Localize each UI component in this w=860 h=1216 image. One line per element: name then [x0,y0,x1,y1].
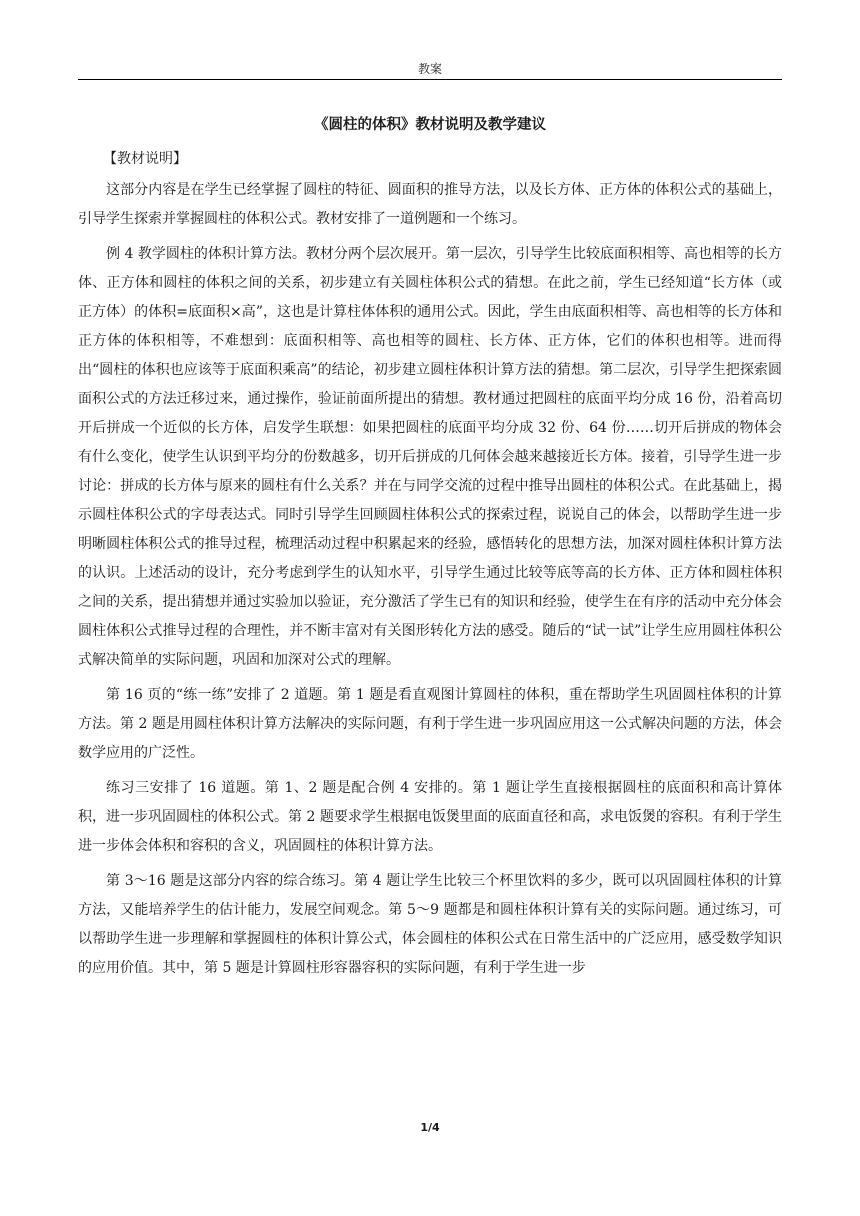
paragraph-4: 练习三安排了 16 道题。第 1、2 题是配合例 4 安排的。第 1 题让学生直接根据圆柱的底面积和高计算体积，进一步巩固圆柱的体积公式。第 2 题要求学生根据电饭煲里面的底面直径和高，求电饭煲的容积。有利于学生进一步体会体积和容积的含义，巩固圆柱的体积计算方法。 [78,780,782,854]
document-body [78,176,782,989]
paragraph-1: 这部分内容是在学生已经掌握了圆柱的特征、圆面积的推导方法，以及长方体、正方体的体积公式的基础上，引导学生探索并掌握圆柱的体积公式。教材安排了一道例题和一个练习。 [78,182,782,227]
document-title: 《圆柱的体积》教材说明及教学建议 [314,117,546,133]
paragraph-5: 第 3～16 题是这部分内容的综合练习。第 4 题让学生比较三个杯里饮料的多少，既可以巩固圆柱体积的计算方法，又能培养学生的估计能力，发展空间观念。第 5～9 题都是和圆柱体积计算有关的实际问题。通过练习，可以帮助学生进一步理解和掌握圆柱的体积计算公式，体会圆柱的体积公式在日常生活中的广泛应用，感受数学知识的应用价值。其中，第 5 题是计算圆柱形容器容积的实际问题，有利于学生进一步 [78,873,782,976]
page-number: 1/4 [420,1121,440,1134]
paragraph-2: 例 4 教学圆柱的体积计算方法。教材分两个层次展开。第一层次，引导学生比较底面积相等、高也相等的长方体、正方体和圆柱的体积之间的关系，初步建立有关圆柱体积公式的猜想。在此之前，学生已经知道“长方体（或正方体）的体积=底面积×高”，这也是计算柱体体积的通用公式。因此，学生由底面积相等、高也相等的长方体和正方体的体积相等，不难想到：底面积相等、高也相等的圆柱、长方体、正方体，它们的体积也相等。进而得出“圆柱的体积也应该等于底面积乘高”的结论，初步建立圆柱体积计算方法的猜想。第二层次，引导学生把探索圆面积公式的方法迁移过来，通过操作，验证前面所提出的猜想。教材通过把圆柱的底面平均分成 16 份，沿着高切开后拼成一个近似的长方体，启发学生联想：如果把圆柱的底面平均分成 32 份、64 份……切开后拼成的物体会有什么变化，使学生认识到平均分的份数越多，切开后拼成的几何体会越来越接近长方体。接着，引导学生进一步讨论：拼成的长方体与原来的圆柱有什么关系？并在与同学交流的过程中推导出圆柱的体积公式。在此基础上，揭示圆柱体积公式的字母表达式。同时引导学生回顾圆柱体积公式的探索过程，说说自己的体会，以帮助学生进一步明晰圆柱体积公式的推导过程，梳理活动过程中积累起来的经验，感悟转化的思想方法，加深对圆柱体积计算方法的认识。上述活动的设计，充分考虑到学生的认知水平，引导学生通过比较等底等高的长方体、正方体和圆柱体积之间的关系，提出猜想并通过实验加以验证，充分激活了学生已有的知识和经验，使学生在有序的活动中充分体会圆柱体积公式推导过程的合理性，并不断丰富对有关图形转化方法的感受。随后的“试一试”让学生应用圆柱体积公式解决简单的实际问题，巩固和加深对公式的理解。 [78,246,782,668]
paragraph-3: 第 16 页的“练一练”安排了 2 道题。第 1 题是看直观图计算圆柱的体积，重在帮助学生巩固圆柱体积的计算方法。第 2 题是用圆柱体积计算方法解决的实际问题，有利于学生进一步巩固应用这一公式解决问题的方法，体会数学应用的广泛性。 [78,687,782,761]
section-heading: 【教材说明】 [103,151,187,167]
header-divider [78,79,782,80]
page-header-title: 教案 [417,62,442,76]
